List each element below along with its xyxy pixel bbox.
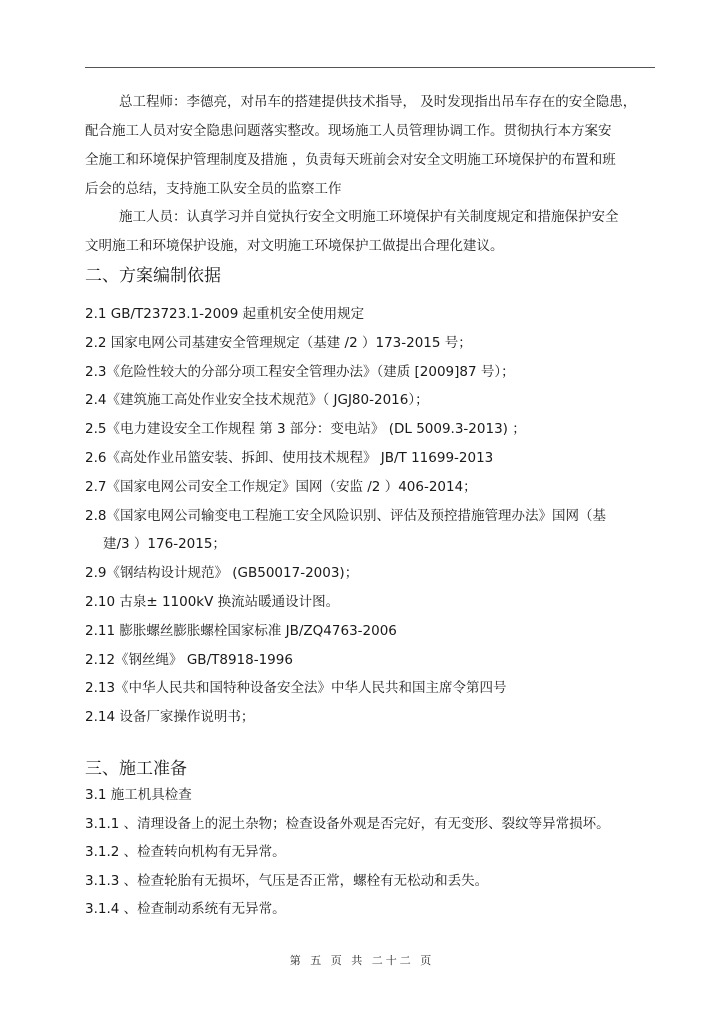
section-heading-preparation: 三、施工准备 (85, 759, 187, 779)
list-item: 2.14 设备厂家操作说明书； (85, 709, 255, 726)
list-item: 2.11 膨胀螺丝膨胀螺栓国家标准 JB/ZQ4763-2006 (85, 622, 397, 639)
list-item: 2.3《危险性较大的分部分项工程安全管理办法》（建质 [2009]87 号）； (85, 363, 515, 380)
reference-list (85, 300, 655, 732)
list-item: 3.1.3 、检查轮胎有无损坏，气压是否正常，螺栓有无松动和丢失。 (85, 872, 489, 889)
list-item: 2.1 GB/T23723.1-2009 起重机安全使用规定 (85, 306, 365, 322)
list-item: 3.1.2 、检查转向机构有无异常。 (85, 844, 286, 861)
construction-staff-paragraph (85, 203, 655, 261)
list-item: 2.10 古泉± 1100kV 换流站暖通设计图。 (85, 593, 340, 610)
list-item: 2.13《中华人民共和国特种设备安全法》中华人民共和国主席令第四号 (85, 680, 507, 697)
list-item: 2.5《电力建设安全工作规程 第 3 部分：变电站》 (DL 5009.3-2013) ； (85, 421, 526, 438)
paragraph-line: 文明施工和环境保护设施，对文明施工环境保护工做提出合理化建议。 (85, 238, 504, 254)
list-item: 3.1 施工机具检查 (85, 787, 192, 803)
list-item-continuation: 建/3 ）176-2015； (103, 536, 226, 553)
chief-engineer-paragraph (85, 88, 655, 204)
preparation-list (85, 781, 655, 924)
paragraph-line: 全施工和环境保护管理制度及措施 ，负责每天班前会对安全文明施工环境保护的布置和班 (85, 152, 616, 168)
list-item: 2.4《建筑施工高处作业安全技术规范》（ JGJ80-2016）； (85, 392, 429, 409)
paragraph-line: 施工人员：认真学习并自觉执行安全文明施工环境保护有关制度规定和措施保护安全 (119, 209, 619, 225)
list-item: 2.8《国家电网公司输变电工程施工安全风险识别、评估及预控措施管理办法》国网（基 (85, 507, 606, 524)
section-heading-basis: 二、方案编制依据 (85, 266, 221, 286)
list-item: 2.2 国家电网公司基建安全管理规定（基建 /2 ）173-2015 号； (85, 334, 472, 351)
list-item: 2.9《钢结构设计规范》 (GB50017-2003)； (85, 565, 359, 582)
list-item: 3.1.4 、检查制动系统有无异常。 (85, 901, 286, 918)
page-footer: 第 五 页 共 二十二 页 (289, 954, 435, 967)
list-item: 2.7《国家电网公司安全工作规定》国网（安监 /2 ）406-2014； (85, 478, 477, 495)
list-item: 2.12《钢丝绳》 GB/T8918-1996 (85, 651, 293, 668)
list-item: 3.1.1 、清理设备上的泥土杂物；检查设备外观是否完好，有无变形、裂纹等异常损坏。 (85, 815, 610, 832)
list-item: 2.6《高处作业吊篮安装、拆卸、使用技术规程》 JB/T 11699-2013 (85, 449, 494, 466)
paragraph-line: 配合施工人员对安全隐患问题落实整改。现场施工人员管理协调工作。贯彻执行本方案安 (85, 123, 612, 139)
header-rule (85, 67, 655, 68)
paragraph-line: 总工程师：李德亮，对吊车的搭建提供技术指导， 及时发现指出吊车存在的安全隐患， (119, 94, 637, 110)
paragraph-line: 后会的总结，支持施工队安全员的监察工作 (85, 181, 342, 197)
